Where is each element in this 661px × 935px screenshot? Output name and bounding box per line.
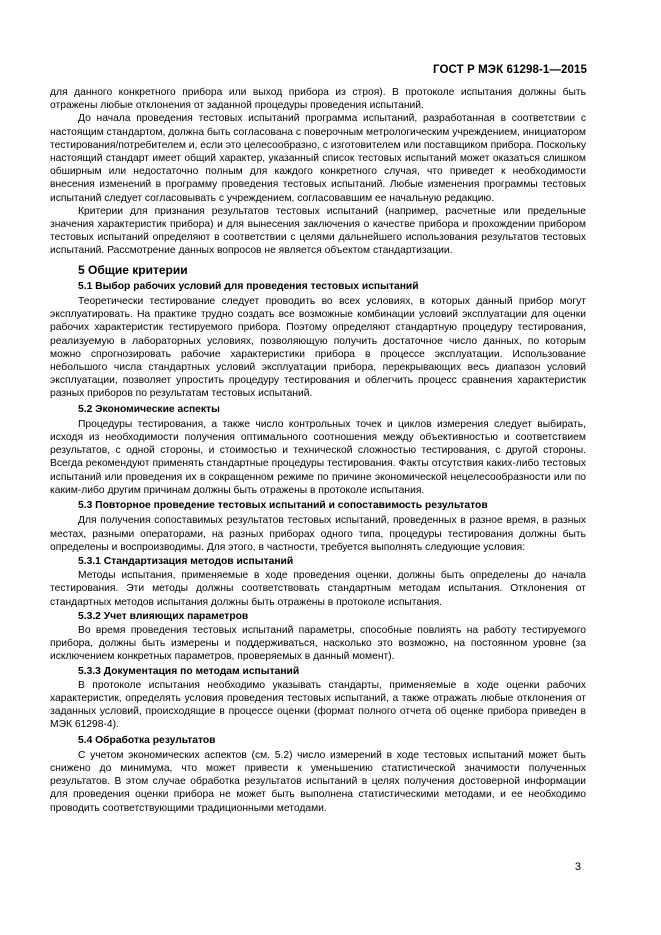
page-content bbox=[50, 86, 586, 815]
paragraph: Критерии для признания результатов тестовых испытаний (например, расчетные или предельные значения характеристик прибора) и для вынесения заключения о качестве прибора и прохождении прибором тестовых испытаний определяют в соответствии с целями дальнейшего использования результатов тестовых испытаний. Рассмотрение данных вопросов не является объектом стандартизации. bbox=[50, 205, 586, 257]
paragraph: для данного конкретного прибора или выход прибора из строя). В протоколе испытания должны быть отражены любые отклонения от заданной процедуры проведения испытаний. bbox=[50, 87, 586, 112]
paragraph: С учетом экономических аспектов (см. 5.2) число измерений в ходе тестовых испытаний может быть снижено до минимума, что может привести к уменьшению статистической значимости полученных результатов. В этом случае обработка результатов испытаний в целях получения достоверной информации для проведения оценки прибора не может быть выполнена статистическими методами, и ее необходимо проводить соответствующими традиционными методами. bbox=[50, 749, 586, 814]
paragraph: До начала проведения тестовых испытаний программа испытаний, разработанная в соответствии с настоящим стандартом, должна быть согласована с поверочным метрологическим учреждением, инициатором тестирования/потребителем и, если это целесообразно, с изготовителем или поставщиком прибора. Поскольку настоящий стандарт имеет общий характер, указанный список тестовых испытаний может оказаться слишком обширным или недостаточно полным для каждого конкретного случая, что приведет к необходимости внесения изменений в программу проведения тестовых испытаний. Любые изменения программы тестовых испытаний следует согласовывать с учреждением, согласовавшим ее начальную редакцию. bbox=[50, 113, 586, 204]
subsubsection-heading: 5.3.1 Стандартизация методов испытаний bbox=[78, 555, 294, 567]
subsubsection-heading: 5.3.3 Документация по методам испытаний bbox=[78, 665, 300, 677]
paragraph: Методы испытания, применяемые в ходе проведения оценки, должны быть определены до начала тестирования. Эти методы должны соответствовать стандартным методам испытания. Отклонения от стандартных методов испытания должны быть отражены в протоколе испытания. bbox=[50, 570, 586, 608]
paragraph: Процедуры тестирования, а также число контрольных точек и циклов измерения следует выбирать, исходя из необходимости получения оптимального соотношения между объективностью и соответствием результатов, с одной стороны, и стоимостью и технической сложностью тестирования, с другой стороны. Всегда рекомендуют применять стандартные процедуры тестирования. Факты отсутствия каких-либо тестовых испытаний или проведения их в сокращенном режиме по причине экономической нецелесообразности или по каким-либо другим причинам должны быть отражены в протоколе испытания. bbox=[50, 418, 586, 496]
paragraph: В протоколе испытания необходимо указывать стандарты, применяемые в ходе оценки рабочих характеристик, определять условия проведения тестовых испытаний, а также отражать любые отклонения от заданных условий, происходящие в процессе оценки (формат полного отчета об оценке прибора приведен в МЭК 61298-4). bbox=[50, 679, 586, 731]
paragraph: Теоретически тестирование следует проводить во всех условиях, в которых данный прибор могут эксплуатировать. На практике трудно создать все возможные комбинации условий эксплуатации для оценки рабочих характеристик тестируемого прибора. Поэтому определяют стандартную процедуру тестирования, реализуемую в лабораторных условиях, позволяющую получить достаточное число данных, по которым можно спрогнозировать рабочие характеристики прибора в процессе эксплуатации. Использование небольшого числа стандартных условий эксплуатации прибора, перекрывающих весь диапазон условий эксплуатации, позволяет упростить процедуру тестирования и облегчить процесс сравнения характеристик разных приборов по результатам тестовых испытаний. bbox=[50, 296, 586, 400]
subsection-heading: 5.2 Экономические аспекты bbox=[78, 403, 220, 415]
paragraph: Для получения сопоставимых результатов тестовых испытаний, проведенных в разное время, в разных местах, разными операторами, на разных приборах одного типа, процедуры тестирования должны быть определены и воспроизводимы. Для этого, в частности, требуется выполнять следующие условия: bbox=[50, 515, 586, 553]
paragraph: Во время проведения тестовых испытаний параметры, способные повлиять на работу тестируемого прибора, должны быть измерены и поддерживаться, насколько это возможно, на постоянном уровне (за исключением конкретных параметров, проверяемых в данный момент). bbox=[50, 624, 586, 663]
section-heading: 5 Общие критерии bbox=[78, 262, 188, 277]
subsection-heading: 5.4 Обработка результатов bbox=[78, 734, 216, 746]
subsubsection-heading: 5.3.2 Учет влияющих параметров bbox=[78, 610, 249, 622]
subsection-heading: 5.1 Выбор рабочих условий для проведения тестовых испытаний bbox=[78, 280, 419, 292]
document-code: ГОСТ Р МЭК 61298-1—2015 bbox=[433, 64, 587, 76]
subsection-heading: 5.3 Повторное проведение тестовых испытаний и сопоставимость результатов bbox=[78, 500, 488, 512]
page-number: 3 bbox=[574, 861, 581, 873]
